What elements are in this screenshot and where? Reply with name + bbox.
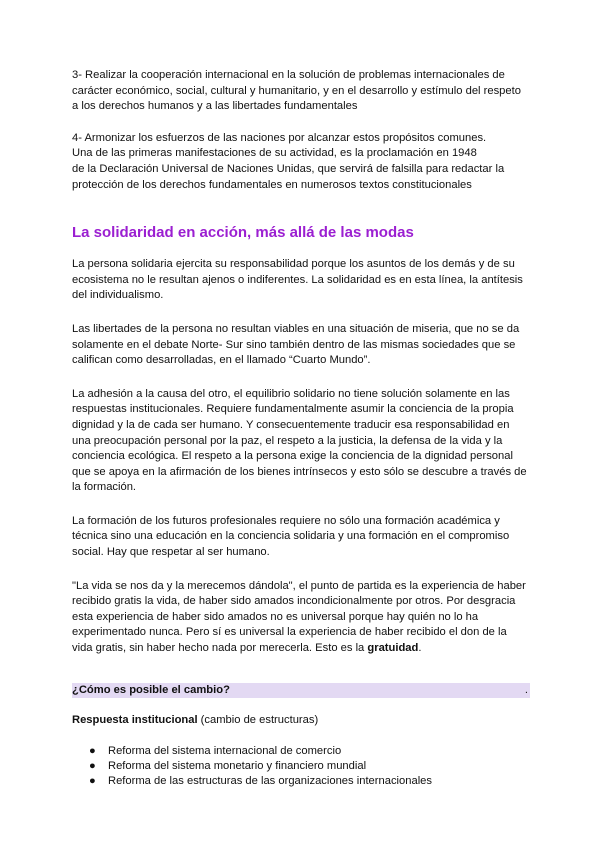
paragraph-liberties: Las libertades de la persona no resultan viables en una situación de miseria, que no se da solamente en el debate Norte- Sur sino también dentro de las mismas sociedades que se califican como desarrolladas, en el llamado “Cuarto Mundo”. — [72, 322, 520, 367]
section-heading: La solidaridad en acción, más allá de las modas — [72, 224, 414, 242]
reform-list — [72, 744, 530, 788]
bullet-icon: ● — [89, 745, 96, 758]
highlighted-question — [72, 683, 530, 698]
question-text: ¿Cómo es posible el cambio? — [72, 683, 230, 696]
objective-4: 4- Armonizar los esfuerzos de las naciones por alcanzar estos propósitos comunes. — [72, 131, 487, 144]
paragraph-adhesion: La adhesión a la causa del otro, el equilibrio solidario no tiene solución solamente en las respuestas institucionales. Requiere fundamentalmente asumir la conciencia de la propia dignidad y la de cada ser humano. Y consecuentemente traducir esa responsabilidad en una preocupación personal por la paz, el respeto a la justicia, la defensa de la vida y la conciencia ecológica. El respeto a la persona exige la conciencia de la dignidad personal que se apoya en la afirmación de los bienes intrínsecos y esto sólo se descubre a través de la formación. — [72, 387, 527, 494]
list-item-text: Reforma del sistema internacional de comercio — [108, 745, 342, 758]
list-item — [72, 759, 530, 774]
paragraph-formation: La formación de los futuros profesionales requiere no sólo una formación académica y técnica sino una educación en la conciencia solidaria y una formación en el compromiso social. Hay que respetar al ser humano. — [72, 514, 510, 559]
institutional-note: (cambio de estructuras) — [197, 713, 319, 726]
institutional-label: Respuesta institucional — [72, 713, 198, 726]
list-item — [72, 774, 530, 789]
quote-end: . — [418, 642, 422, 655]
paragraph-quote — [72, 579, 530, 657]
declaration-line-1: Una de las primeras manifestaciones de su actividad, es la proclamación en 1948 — [72, 147, 477, 160]
document-page — [72, 68, 530, 789]
question-trailing: . — [524, 683, 528, 696]
declaration-line-3: protección de los derechos fundamentales en numerosos textos constitucionales — [72, 178, 472, 191]
bullet-icon: ● — [89, 760, 96, 773]
gratuidad-word: gratuidad — [367, 642, 419, 655]
list-item-text: Reforma del sistema monetario y financiero mundial — [108, 760, 367, 773]
list-item — [72, 744, 530, 759]
list-item-text: Reforma de las estructuras de las organizaciones internacionales — [108, 774, 432, 787]
objective-3: 3- Realizar la cooperación internacional en la solución de problemas internacionales de carácter económico, social, cultural y humanitario, y en el desarrollo y estímulo del respeto a los derechos humanos y a las libertades fundamentales — [72, 69, 521, 113]
declaration-line-2: de la Declaración Universal de Naciones Unidas, que servirá de falsilla para redactar la — [72, 162, 505, 175]
institutional-response — [72, 713, 530, 729]
bullet-icon: ● — [89, 774, 96, 787]
paragraph-solidarity: La persona solidaria ejercita su responsabilidad porque los asuntos de los demás y de su ecosistema no le resultan ajenos o indiferentes. La solidaridad es en esta línea, la antítesis del individualismo. — [72, 258, 523, 302]
quote-text: "La vida se nos da y la merecemos dándola", el punto de partida es la experiencia de haber recibido gratis la vida, de haber sido amados incondicionalmente por otros. Por desgracia esta experiencia de haber sido amados no es universal porque hay quién no lo ha experimentado nunca. Pero sí es universal la experiencia de haber recibido el don de la vida gratis, sin haber hecho nada por merecerla. Esto es la — [72, 579, 526, 655]
